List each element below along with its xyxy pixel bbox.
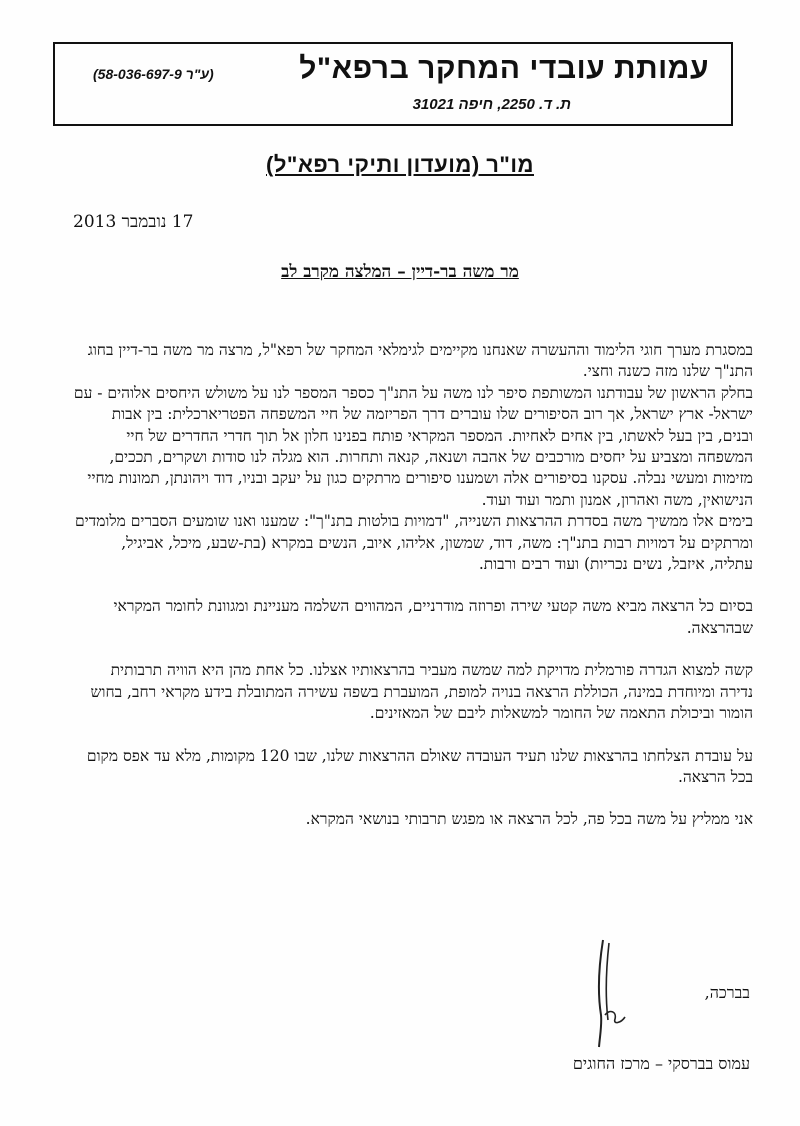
registration-number: (ע"ר 58-036-697-9) [93, 66, 214, 82]
body-paragraph: במסגרת מערך חוגי הלימוד וההעשרה שאנחנו מקיימים לגימלאי המחקר של רפא"ל, מרצה מר משה בר-דיין בחוג התנ"ך שלנו מזה כשנה וחצי. [87, 341, 753, 381]
club-name [0, 152, 800, 178]
org-name: עמותת עובדי המחקר ברפא"ל [299, 52, 709, 85]
letter-date: 17 נובמבר 2013 [73, 212, 194, 232]
body-paragraph: אני ממליץ על משה בכל פה, לכל הרצאה או מפגש תרבותי בנושאי המקרא. [305, 810, 753, 829]
org-address: ת. ד. 2250, חיפה 31021 [412, 96, 571, 113]
body-paragraph: בסיום כל הרצאה מביא משה קטעי שירה ופרוזה מודרניים, המהווים השלמה מעניינת ומגוונת לחומר המקראי שבהרצאה. [113, 597, 753, 637]
closing-salutation: בברכה, [704, 983, 750, 1002]
club-name-text: מו"ר (מועדון ותיקי רפא"ל) [266, 152, 534, 177]
letterhead-box [53, 42, 733, 126]
body-paragraph: בימים אלו ממשיך משה בסדרת ההרצאות השנייה, "דמויות בולטות בתנ"ך": שמענו ואנו שומעים הסברים מלומדים ומרתקים על דמויות רבות בתנ"ך: משה, דוד, שמשון, אליהו, איוב, הנשים במקרא (בת-שבע, מיכל, אביגיל, עתליה, איזבל, נשים נכריות) ועוד רבים ורבות. [75, 512, 753, 574]
body-paragraph: על עובדת הצלחתו בהרצאות שלנו תעיד העובדה שאולם ההרצאות שלנו, שבו 120 מקומות, מלא עד אפס מקום בכל הרצאה. [86, 746, 753, 786]
body-paragraph: בחלק הראשון של עבודתנו המשותפת סיפר לנו משה על התנ"ך כספר המספר לנו על משולש היחסים אלוהים - עם ישראל- ארץ ישראל, אך רוב הסיפורים שלו עוברים דרך הפריזמה של חיי המשפחה הפטריארכלית: בין אבות ובנים, בין בעל לאשתו, בין אחים לאחיות. המספר המקראי פותח בפנינו חלון אל תוך חדרי החדרים של חיי המשפחה ומצביע על יחסים מורכבים של אהבה ושנאה, קנאה ותחרות. הוא מגלה לנו סודות ושקרים, תככים, מזימות ומעשי נבלה. עסקנו בסיפורים אלה ושמענו סיפורים מרתקים כגון על יעקב ובניו, דוד ויהונתן, תמונות מחיי הנישואין, משה ואהרון, אמנון ותמר ועוד ועוד. [73, 383, 753, 509]
signatory-name: עמוס בברסקי – מרכז החוגים [572, 1054, 750, 1073]
letter-body [73, 340, 753, 831]
body-paragraph: קשה למצוא הגדרה פורמלית מדויקת למה שמשה מעביר בהרצאותיו אצלנו. כל אחת מהן היא הוויה תרבותית נדירה ומיוחדת במינה, הכוללת הרצאה בנויה למופת, המועברת בשפה עשירה המתובלת בידע מקראי רחב, בחוש הומור וביכולת התאמה של החומר למשאלות ליבם של המאזינים. [90, 661, 753, 723]
letter-subject: מר משה בר-דיין – המלצה מקרב לב [281, 262, 519, 282]
handwritten-signature [575, 935, 635, 1055]
